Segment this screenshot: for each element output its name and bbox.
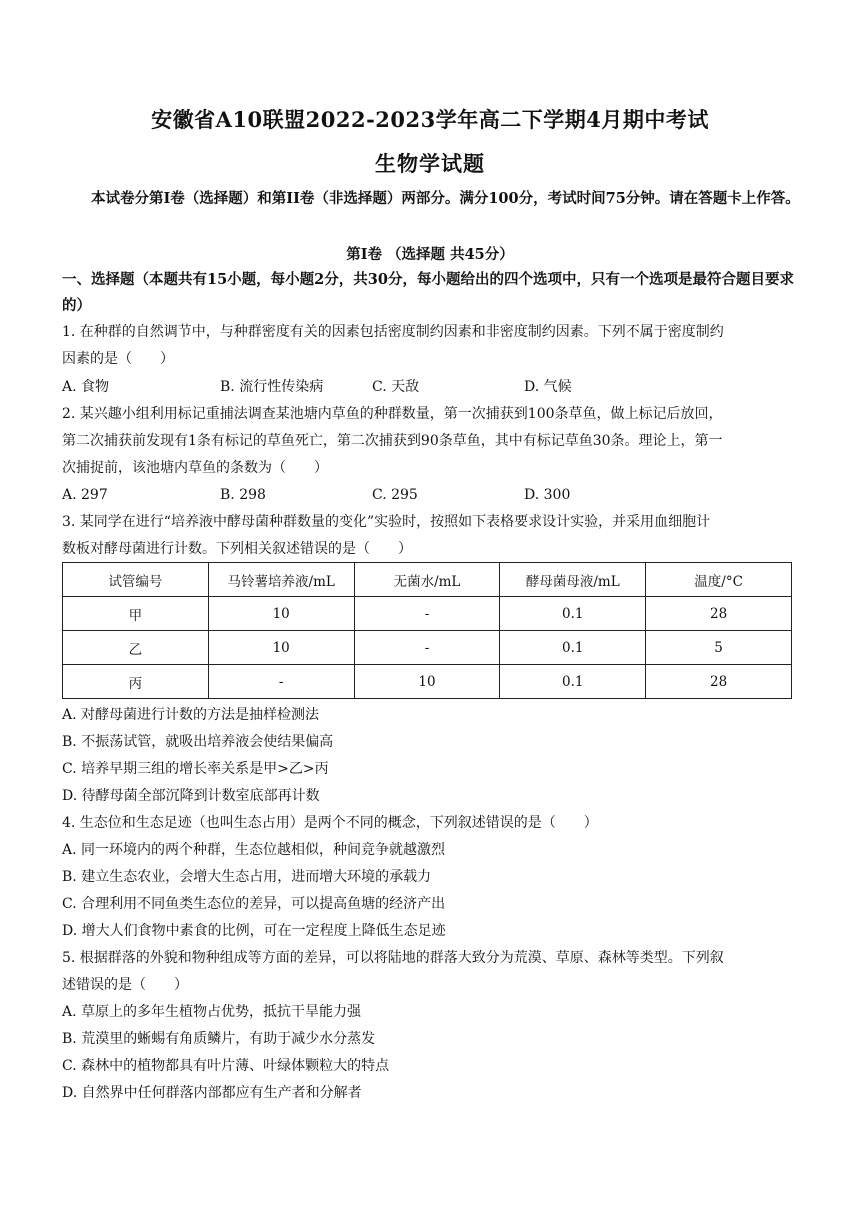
question-2-option-c: C. 295 bbox=[372, 487, 418, 503]
question-5-option-d: D. 自然界中任何群落内部都应有生产者和分解者 bbox=[62, 1085, 362, 1101]
table-cell: 乙 bbox=[63, 631, 209, 665]
question-5-option-c: C. 森林中的植物都具有叶片薄、叶绿体颗粒大的特点 bbox=[62, 1058, 390, 1074]
table-row bbox=[63, 631, 792, 665]
question-1-option-a: A. 食物 bbox=[62, 379, 110, 395]
table-cell: 10 bbox=[354, 665, 500, 699]
question-4-option-a: A. 同一环境内的两个种群，生态位越相似，种间竞争就越激烈 bbox=[62, 842, 446, 858]
question-1-text-line-2: 因素的是（ ） bbox=[62, 351, 174, 367]
table-cell: 28 bbox=[646, 597, 792, 631]
table-cell: - bbox=[354, 597, 500, 631]
exam-subtitle: 生物学试题 bbox=[375, 151, 485, 176]
table-header-cell: 酵母菌母液/mL bbox=[500, 563, 646, 597]
question-3-text-line-1: 3. 某同学在进行“培养液中酵母菌种群数量的变化”实验时，按照如下表格要求设计实验，并采用血细胞计 bbox=[62, 514, 711, 530]
table-cell: - bbox=[208, 665, 354, 699]
table-cell: 5 bbox=[646, 631, 792, 665]
table-header-cell: 无菌水/mL bbox=[354, 563, 500, 597]
table-row bbox=[63, 665, 792, 699]
table-header-cell: 试管编号 bbox=[63, 563, 209, 597]
question-5-text-line-1: 5. 根据群落的外貌和物种组成等方面的差异，可以将陆地的群落大致分为荒漠、草原、森林等类型。下列叙 bbox=[62, 950, 724, 966]
question-2-text-line-3: 次捕捉前，该池塘内草鱼的条数为（ ） bbox=[62, 460, 328, 476]
table-cell: 28 bbox=[646, 665, 792, 699]
table-cell: 甲 bbox=[63, 597, 209, 631]
section-heading: 一、选择题（本题共有15小题，每小题2分，共30分，每小题给出的四个选项中，只有一个选项是最符合题目要求的） bbox=[62, 271, 794, 314]
table-cell: 0.1 bbox=[500, 631, 646, 665]
question-2-text-line-2: 第二次捕获前发现有1条有标记的草鱼死亡，第二次捕获到90条草鱼，其中有标记草鱼30条。理论上，第一 bbox=[62, 433, 723, 449]
exam-instructions: 本试卷分第Ⅰ卷（选择题）和第II卷（非选择题）两部分。满分100分，考试时间75分钟。请在答题卡上作答。 bbox=[91, 190, 800, 207]
question-3-text-line-2: 数板对酵母菌进行计数。下列相关叙述错误的是（ ） bbox=[62, 541, 412, 557]
question-3-option-a: A. 对酵母菌进行计数的方法是抽样检测法 bbox=[62, 707, 320, 723]
part-one-title: 第Ⅰ卷 （选择题 共45分） bbox=[346, 246, 514, 263]
question-3-option-c: C. 培养早期三组的增长率关系是甲>乙>丙 bbox=[62, 761, 329, 777]
experiment-table bbox=[62, 562, 792, 699]
question-2-text-line-1: 2. 某兴趣小组利用标记重捕法调查某池塘内草鱼的种群数量，第一次捕获到100条草鱼，做上标记后放回， bbox=[62, 406, 723, 422]
question-4-option-d: D. 增大人们食物中素食的比例，可在一定程度上降低生态足迹 bbox=[62, 923, 446, 939]
question-4-option-c: C. 合理利用不同鱼类生态位的差异，可以提高鱼塘的经济产出 bbox=[62, 896, 446, 912]
question-5-text-line-2: 述错误的是（ ） bbox=[62, 977, 188, 993]
question-5-option-a: A. 草原上的多年生植物占优势，抵抗干旱能力强 bbox=[62, 1004, 362, 1020]
question-2-option-d: D. 300 bbox=[524, 487, 571, 503]
question-2-option-b: B. 298 bbox=[220, 487, 266, 503]
question-1-option-b: B. 流行性传染病 bbox=[220, 379, 324, 395]
question-4-text-line-1: 4. 生态位和生态足迹（也叫生态占用）是两个不同的概念，下列叙述错误的是（ ） bbox=[62, 815, 598, 831]
table-header-cell: 温度/°C bbox=[646, 563, 792, 597]
table-cell: 10 bbox=[208, 631, 354, 665]
table-row bbox=[63, 597, 792, 631]
question-1-option-d: D. 气候 bbox=[524, 379, 572, 395]
table-header-row bbox=[63, 563, 792, 597]
exam-title: 安徽省A10联盟2022-2023学年高二下学期4月期中考试 bbox=[151, 107, 709, 132]
question-1-text-line-1: 1. 在种群的自然调节中，与种群密度有关的因素包括密度制约因素和非密度制约因素。下列不属于密度制约 bbox=[62, 324, 724, 340]
question-3-option-d: D. 待酵母菌全部沉降到计数室底部再计数 bbox=[62, 788, 320, 804]
question-1-option-c: C. 天敌 bbox=[372, 379, 420, 395]
question-2-option-a: A. 297 bbox=[62, 487, 108, 503]
table-cell: 0.1 bbox=[500, 665, 646, 699]
table-header-cell: 马铃薯培养液/mL bbox=[208, 563, 354, 597]
table-cell: 丙 bbox=[63, 665, 209, 699]
table-cell: - bbox=[354, 631, 500, 665]
table-cell: 0.1 bbox=[500, 597, 646, 631]
table-cell: 10 bbox=[208, 597, 354, 631]
question-4-option-b: B. 建立生态农业，会增大生态占用，进而增大环境的承载力 bbox=[62, 869, 432, 885]
question-3-option-b: B. 不振荡试管，就吸出培养液会使结果偏高 bbox=[62, 734, 334, 750]
question-5-option-b: B. 荒漠里的蜥蜴有角质鳞片，有助于减少水分蒸发 bbox=[62, 1031, 376, 1047]
